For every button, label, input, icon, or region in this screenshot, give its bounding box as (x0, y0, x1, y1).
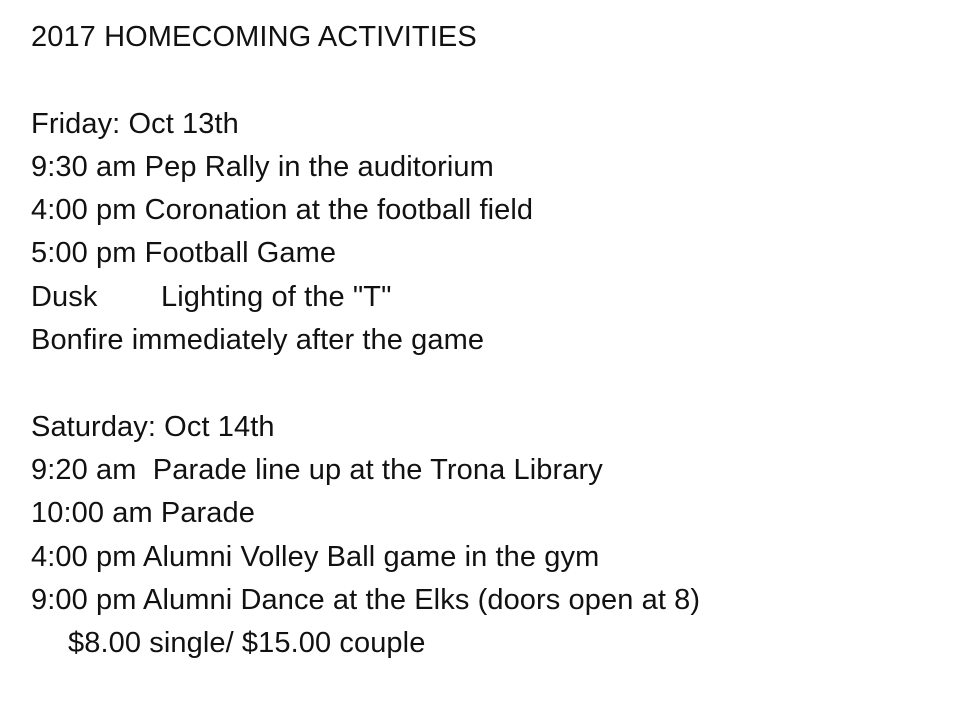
friday-bonfire: Bonfire immediately after the game (31, 324, 485, 357)
spacer (31, 362, 960, 405)
dusk-label: Dusk (31, 280, 98, 313)
friday-event: 9:30 am Pep Rally in the auditorium (31, 150, 494, 183)
friday-event: 4:00 pm Coronation at the football field (31, 194, 534, 227)
saturday-event: 9:00 pm Alumni Dance at the Elks (doors open at 8) (31, 583, 701, 616)
spacer (31, 59, 960, 102)
saturday-event: 4:00 pm Alumni Volley Ball game in the gym (31, 540, 600, 573)
friday-section (31, 103, 960, 363)
saturday-section (31, 406, 960, 666)
saturday-heading: Saturday: Oct 14th (31, 410, 275, 443)
friday-heading: Friday: Oct 13th (31, 107, 239, 140)
friday-event: 5:00 pm Football Game (31, 237, 337, 270)
dusk-event: Lighting of the "T" (161, 280, 392, 313)
document-title: 2017 HOMECOMING ACTIVITIES (31, 21, 477, 53)
dance-price: $8.00 single/ $15.00 couple (68, 627, 426, 660)
saturday-event: 10:00 am Parade (31, 497, 255, 530)
friday-dusk-row (31, 276, 960, 319)
saturday-event: 9:20 am Parade line up at the Trona Library (31, 453, 603, 486)
